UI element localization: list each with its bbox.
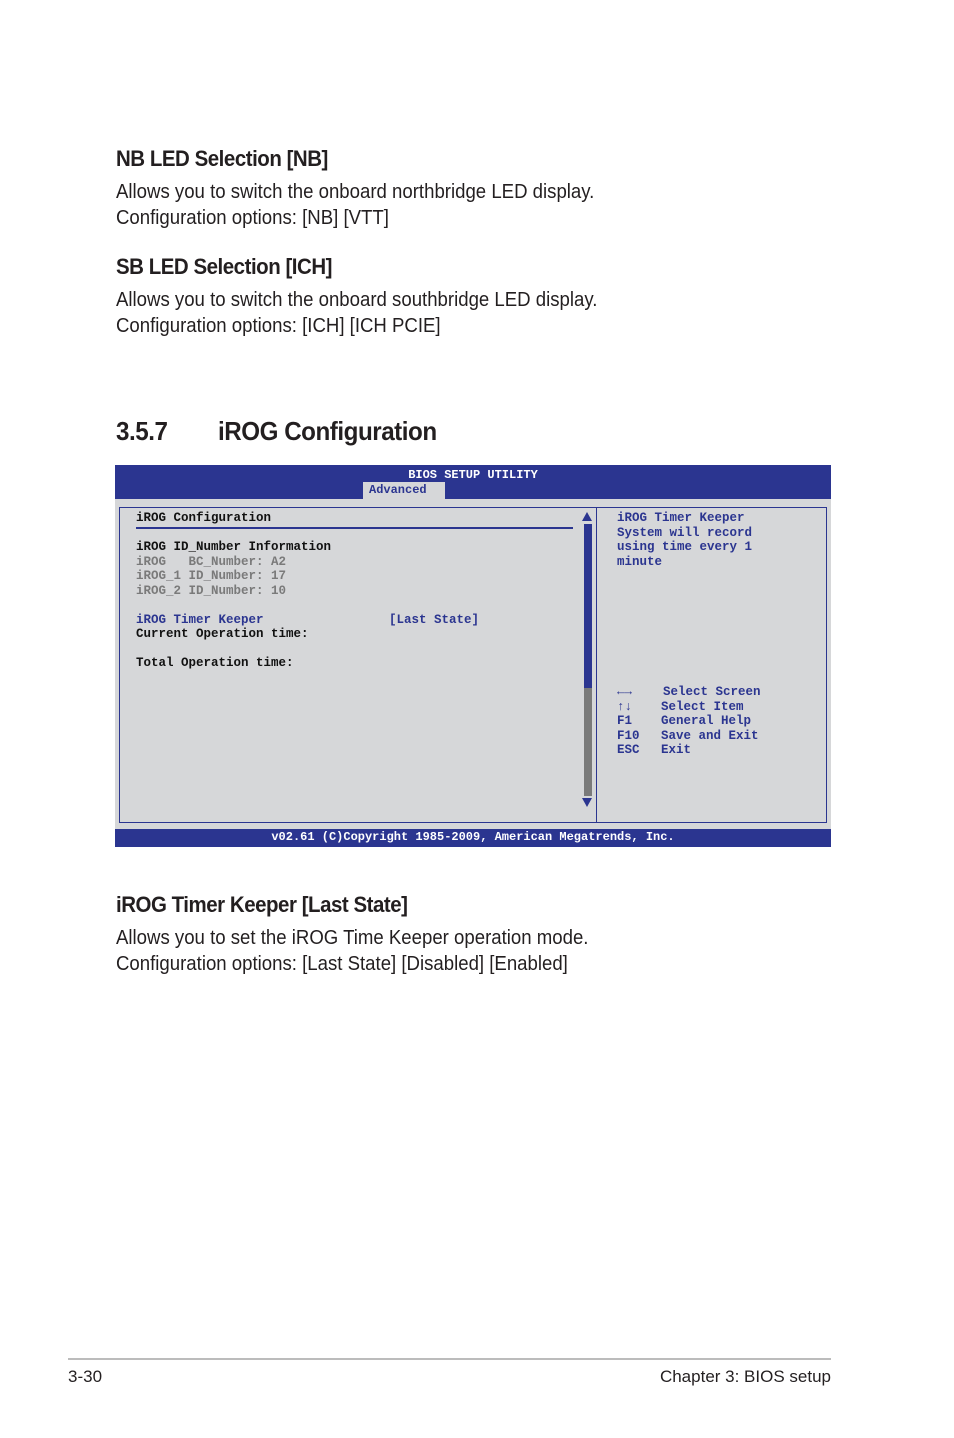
sb-led-description: Allows you to switch the onboard southbridge LED display. xyxy=(116,289,598,311)
timer-keeper-options: Configuration options: [Last State] [Disabled] [Enabled] xyxy=(116,953,568,975)
key-action: Select Screen xyxy=(663,685,761,699)
panel-title: iROG Configuration xyxy=(136,511,272,525)
page-number: 3-30 xyxy=(68,1367,103,1386)
scroll-down-arrow-icon[interactable] xyxy=(582,798,592,807)
id-line: iROG BC_Number: A2 xyxy=(136,554,287,569)
id-line: iROG_2 ID_Number: 10 xyxy=(136,583,287,598)
current-operation-time: Current Operation time: xyxy=(136,627,309,641)
key-up-down-icon: ↑↓ xyxy=(617,699,633,714)
nb-led-heading: NB LED Selection [NB] xyxy=(116,146,328,171)
timer-keeper-value[interactable]: [Last State] xyxy=(389,612,480,627)
bios-copyright-bar: v02.61 (C)Copyright 1985-2009, American Megatrends, Inc. xyxy=(115,829,831,847)
help-line: iROG Timer Keeper xyxy=(617,511,745,525)
bios-header-bar xyxy=(115,465,831,499)
footer-rule xyxy=(68,1358,831,1360)
help-line: System will record xyxy=(617,525,753,540)
scrollbar-thumb[interactable] xyxy=(584,524,592,688)
nb-led-description: Allows you to switch the onboard northbridge LED display. xyxy=(116,181,595,203)
panel-title-divider xyxy=(136,527,573,529)
help-line: minute xyxy=(617,554,663,569)
timer-keeper-label[interactable]: iROG Timer Keeper xyxy=(136,612,264,627)
key-label: F10 xyxy=(617,728,640,743)
sb-led-options: Configuration options: [ICH] [ICH PCIE] xyxy=(116,315,441,337)
panel-divider xyxy=(596,508,597,822)
key-action: Exit xyxy=(661,743,692,757)
scroll-up-arrow-icon[interactable] xyxy=(582,512,592,521)
id-line: iROG_1 ID_Number: 17 xyxy=(136,569,287,583)
bios-main-panel xyxy=(119,507,827,823)
total-operation-time: Total Operation time: xyxy=(136,656,294,670)
nb-led-options: Configuration options: [NB] [VTT] xyxy=(116,207,389,229)
sb-led-heading: SB LED Selection [ICH] xyxy=(116,254,332,279)
key-action: Save and Exit xyxy=(661,728,759,743)
key-label: F1 xyxy=(617,714,633,728)
id-number-header: iROG ID_Number Information xyxy=(136,540,332,554)
key-label: ESC xyxy=(617,743,640,757)
bios-title: BIOS SETUP UTILITY xyxy=(408,468,538,482)
chapter-label: Chapter 3: BIOS setup xyxy=(659,1367,831,1386)
section-number: 3.5.7 xyxy=(116,416,168,446)
timer-keeper-description: Allows you to set the iROG Time Keeper operation mode. xyxy=(116,927,589,949)
key-action: General Help xyxy=(661,714,752,728)
tab-advanced[interactable]: Advanced xyxy=(363,482,445,499)
section-title: iROG Configuration xyxy=(218,416,437,446)
bios-screenshot xyxy=(115,465,831,847)
help-line: using time every 1 xyxy=(617,540,753,554)
timer-keeper-heading: iROG Timer Keeper [Last State] xyxy=(116,892,408,917)
key-left-right-icon: ←→ xyxy=(617,685,633,699)
key-action: Select Item xyxy=(661,699,744,714)
